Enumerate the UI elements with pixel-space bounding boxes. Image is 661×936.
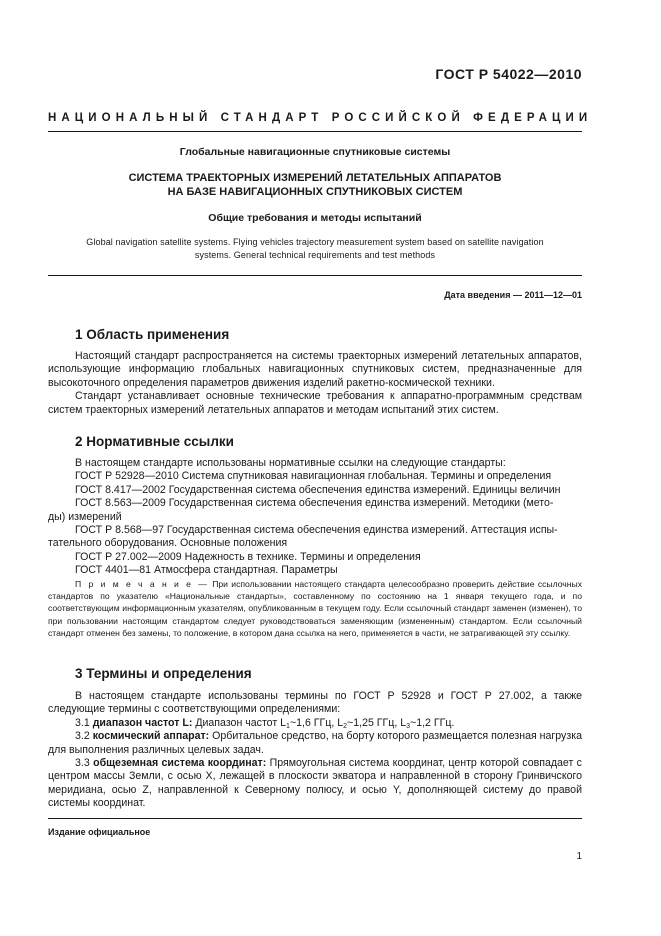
subscript: 2	[343, 722, 348, 730]
term-3-2	[48, 730, 582, 757]
reference-item: ГОСТ Р 27.002—2009 Надежность в технике. Термины и определения	[75, 550, 421, 563]
term-name: космический аппарат:	[92, 730, 210, 743]
reference-item: ГОСТ 4401—81 Атмосфера стандартная. Параметры	[75, 564, 338, 577]
section3-body	[48, 690, 582, 811]
footer-divider	[48, 818, 582, 819]
section1-heading: 1 Область применения	[75, 327, 230, 342]
reference-item-continued: ды) измерений	[48, 510, 122, 523]
note-text: При использовании настоящего стандарта целесообразно проверить действие ссылочных стандартов по указателю «Национальные стандарты», составленному по состоянию на 1 января текущего года, и по соответствующим информационным указателям, опубликованным в текущем году. Если ссылочный стандарт заменен (изменен), то при пользовании настоящим стандартом следует руководствоваться заменяющим (измененным) стандартом. Если ссылочный стандарт отменен без замены, то положение, в котором дана ссылка на него, применяется в части, не затрагивающей эту ссылку.	[48, 579, 583, 638]
english-title	[60, 236, 570, 262]
document-subtitle: Глобальные навигационные спутниковые системы	[179, 146, 451, 158]
term-3-3	[48, 757, 582, 811]
term-number: 3.2	[75, 730, 90, 743]
title-divider	[48, 275, 582, 276]
term-definition-part: Диапазон частот L	[195, 716, 287, 729]
national-standard-banner: НАЦИОНАЛЬНЫЙ СТАНДАРТ РОССИЙСКОЙ ФЕДЕРАЦИИ	[48, 112, 593, 124]
section1-body	[48, 350, 582, 417]
term-definition: Прямоугольная система координат, центр которой совпадает с центром массы Земли, с осью X, лежащей в плоскости экватора и направленной в сторону Гринвичского меридиана, осью Z, направленной к Северному полюсу, и осью Y, дополняющей систему до правой системы координат.	[48, 757, 582, 810]
section2-heading: 2 Нормативные ссылки	[75, 434, 234, 449]
edition-label: Издание официальное	[48, 827, 151, 837]
section3-intro: В настоящем стандарте использованы термины по ГОСТ Р 52928 и ГОСТ Р 27.002, а также следующие термины с соответствующими определениями:	[48, 690, 582, 716]
gost-number: ГОСТ Р 54022—2010	[435, 66, 582, 82]
term-definition: Орбитальное средство, на борту которого размещается полезная нагрузка для выполнения различных целевых задач.	[48, 730, 582, 756]
term-number: 3.3	[75, 757, 90, 770]
document-title-line1: СИСТЕМА ТРАЕКТОРНЫХ ИЗМЕРЕНИЙ ЛЕТАТЕЛЬНЫХ АППАРАТОВ	[128, 172, 502, 184]
subscript: 1	[286, 722, 290, 730]
document-title	[48, 171, 582, 199]
reference-item: ГОСТ Р 8.568—97 Государственная система обеспечения единства измерений. Аттестация испы-	[75, 524, 558, 537]
page-number: 1	[576, 851, 582, 862]
english-title-line1: Global navigation satellite systems. Flying vehicles trajectory measurement system based on satellite navigation	[86, 237, 544, 247]
reference-item: ГОСТ 8.417—2002 Государственная система обеспечения единства измерений. Единицы величин	[75, 483, 561, 496]
term-name: общеземная система координат:	[93, 757, 267, 770]
term-3-1	[48, 717, 582, 730]
reference-item-continued: тательного оборудования. Основные положения	[48, 537, 288, 550]
section2-body	[48, 457, 582, 578]
note-label: П р и м е ч а н и е —	[75, 579, 209, 589]
subscript: 3	[406, 722, 411, 730]
intro-date: Дата введения — 2011—12—01	[444, 290, 582, 300]
document-subtitle-2: Общие требования и методы испытаний	[208, 212, 422, 224]
section1-paragraph1: Настоящий стандарт распространяется на системы траекторных измерений летательных аппаратов, использующие информацию глобальных навигационных спутниковых систем, предназначенные для высокоточного определения параметров движения изделий ракетно-космической техники.	[48, 350, 582, 389]
term-number: 3.1	[75, 716, 90, 729]
english-title-line2: systems. General technical requirements and test methods	[194, 250, 436, 260]
document-title-line2: НА БАЗЕ НАВИГАЦИОННЫХ СПУТНИКОВЫХ СИСТЕМ	[167, 186, 463, 198]
term-definition-part: ~1,2 ГГц.	[410, 716, 455, 729]
term-name: диапазон частот L:	[92, 716, 193, 729]
section3-heading: 3 Термины и определения	[75, 666, 252, 681]
section1-paragraph2: Стандарт устанавливает основные технические требования к аппаратно-программным средствам систем траекторных измерений летательных аппаратов и методам испытаний этих систем.	[48, 390, 582, 416]
term-definition-part: ~1,25 ГГц, L	[347, 716, 407, 729]
section2-intro: В настоящем стандарте использованы нормативные ссылки на следующие стандарты:	[75, 457, 506, 469]
reference-item: ГОСТ Р 52928—2010 Система спутниковая навигационная глобальная. Термины и определения	[75, 470, 552, 483]
term-definition-part: ~1,6 ГГц, L	[289, 716, 344, 729]
reference-item: ГОСТ 8.563—2009 Государственная система обеспечения единства измерений. Методики (мето-	[75, 497, 554, 510]
section2-note	[48, 578, 582, 639]
header-divider	[48, 131, 582, 132]
